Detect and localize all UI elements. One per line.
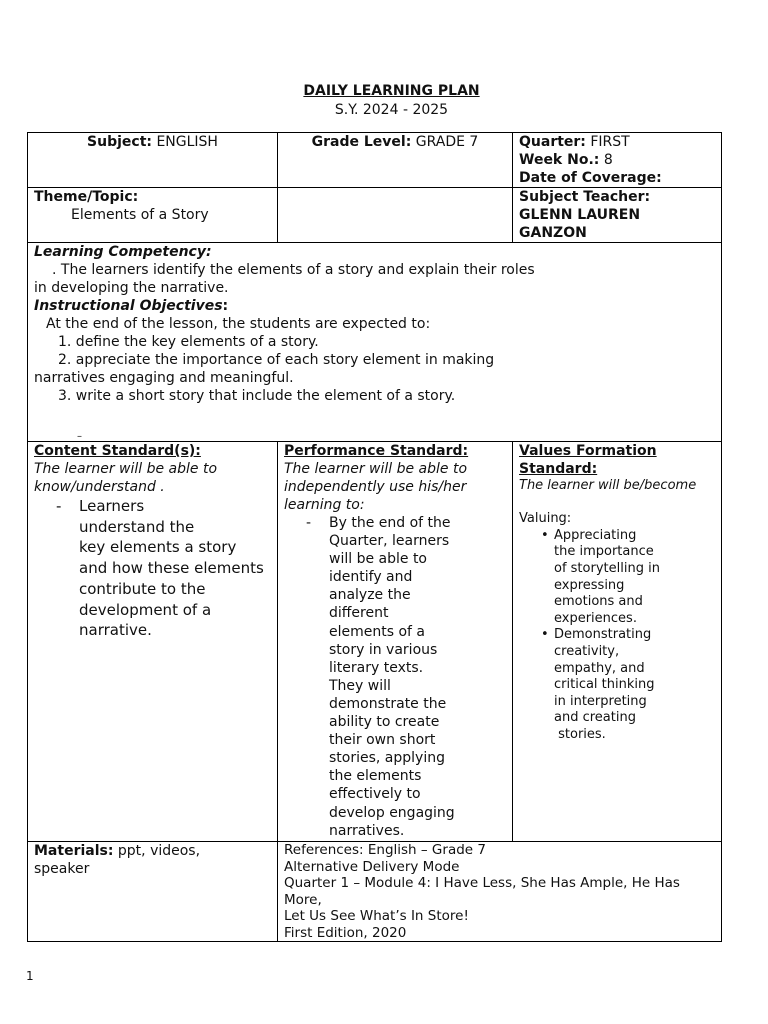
objectives-colon: : [222,298,229,314]
teacher-label: Subject Teacher: [519,189,651,205]
performance-line: They will [329,677,391,694]
performance-line: will be able to [329,551,427,568]
performance-line: demonstrate the [329,695,447,712]
grade-level-cell [278,133,513,188]
performance-line: effectively to [329,786,421,803]
value-line: Demonstrating [554,627,652,643]
competency-cell [28,243,722,442]
materials-value-line2: speaker [34,861,90,877]
reference-line: Alternative Delivery Mode [284,858,460,875]
content-standard-cell [28,442,278,842]
value-line: empathy, and [554,660,645,676]
teacher-cell [513,188,722,243]
content-intro-line1: The learner will be able to [34,461,218,477]
content-line: understand the [79,517,195,536]
quarter-label: Quarter: [519,134,586,150]
value-line: stories. [554,726,606,742]
stray-mark: – [77,431,82,442]
performance-line: story in various [329,641,438,658]
value-item-1 [519,528,715,628]
performance-line: By the end of the [329,515,451,531]
performance-line: Quarter, learners [329,533,450,550]
reference-line: First Edition, 2020 [284,924,407,941]
performance-standard-cell [278,442,513,842]
performance-line: narratives. [329,822,405,839]
reference-line: More, [284,891,322,908]
value-line: experiences. [554,610,637,626]
week-label: Week No.: [519,152,600,168]
content-list-item [34,496,271,641]
value-line: expressing [554,577,625,593]
subject-cell [28,133,278,188]
coverage-label: Date of Coverage: [519,170,662,186]
subject-value: ENGLISH [156,134,218,150]
page-number: 1 [26,969,34,983]
teacher-name-line1: GLENN LAUREN [519,207,641,223]
performance-standard-label: Performance Standard: [284,443,469,459]
content-line: Learners [79,497,145,515]
objective-2-line1: 2. appreciate the importance of each story element in making [58,352,495,368]
quarter-value: FIRST [590,134,630,150]
performance-line: identify and [329,569,413,586]
values-standard-label-line2: Standard: [519,461,598,477]
performance-line: different [329,605,389,622]
grade-level-value: GRADE 7 [415,134,479,150]
bullet-marker: • [541,627,549,643]
dash-marker: - [306,515,312,531]
performance-intro-line1: The learner will be able to [284,461,468,477]
performance-intro-line2: independently use his/her [284,479,467,495]
references-cell [278,842,722,942]
value-line: the importance [554,544,654,560]
reference-line: Let Us See What’s In Store! [284,908,469,924]
performance-line: develop engaging [329,804,455,821]
value-line: in interpreting [554,693,647,709]
valuing-label: Valuing: [519,511,572,527]
performance-line: analyze the [329,587,411,604]
subject-label: Subject: [87,134,152,150]
values-standard-cell [513,442,722,842]
theme-value: Elements of a Story [71,207,209,223]
competency-line1: . The learners identify the elements of a story and explain their roles [52,262,535,278]
learning-plan-table [27,132,722,942]
week-value: 8 [603,152,613,168]
materials-value: ppt, videos, [117,843,201,859]
content-standard-label: Content Standard(s): [34,443,201,459]
value-line: creativity, [554,643,620,659]
value-line: critical thinking [554,677,655,693]
content-line: narrative. [79,621,152,640]
competency-line2: in developing the narrative. [34,280,229,296]
table-row [28,133,722,188]
empty-cell [278,188,513,243]
materials-label: Materials: [34,843,114,859]
bullet-marker: • [541,527,549,543]
performance-intro-line3: learning to: [284,497,365,513]
table-row [28,442,722,842]
value-item-2 [519,627,715,743]
content-intro-line2: know/understand . [34,479,165,495]
table-row [28,842,722,942]
values-standard-label-line1: Values Formation [519,443,657,459]
theme-cell [28,188,278,243]
grade-level-label: Grade Level: [311,134,412,150]
objective-2-line2: narratives engaging and meaningful. [34,370,294,386]
document-title: DAILY LEARNING PLAN [303,83,480,99]
values-intro: The learner will be/become [519,478,697,493]
objectives-intro: At the end of the lesson, the students are expected to: [46,316,431,332]
performance-line: elements of a [329,623,425,640]
materials-cell [28,842,278,942]
content-line: key elements a story [79,538,237,557]
value-line: and creating [554,710,636,726]
performance-line: their own short [329,732,436,749]
content-line: and how these elements [79,559,264,578]
school-year: S.Y. 2024 - 2025 [334,102,449,118]
table-row [28,188,722,243]
reference-line: References: English – Grade 7 [284,842,486,858]
teacher-name-line2: GANZON [519,225,587,241]
performance-line: ability to create [329,714,440,731]
value-line: Appreciating [554,527,637,543]
table-row [28,243,722,442]
performance-line: literary texts. [329,659,424,676]
content-line: development of a [79,600,212,619]
content-line: contribute to the [79,579,206,598]
quarter-cell [513,133,722,188]
objective-3: 3. write a short story that include the element of a story. [58,388,456,404]
performance-line: the elements [329,768,422,785]
value-line: of storytelling in [554,560,660,576]
value-line: emotions and [554,594,643,610]
theme-label: Theme/Topic: [34,189,139,205]
objective-1: 1. define the key elements of a story. [58,334,319,350]
performance-line: stories, applying [329,750,445,767]
reference-line: Quarter 1 – Module 4: I Have Less, She Has Ample, He Has [284,875,680,891]
objectives-label: Instructional Objectives [34,298,223,314]
performance-list-item [284,514,506,840]
dash-marker: - [56,497,62,515]
competency-label: Learning Competency: [34,244,212,260]
